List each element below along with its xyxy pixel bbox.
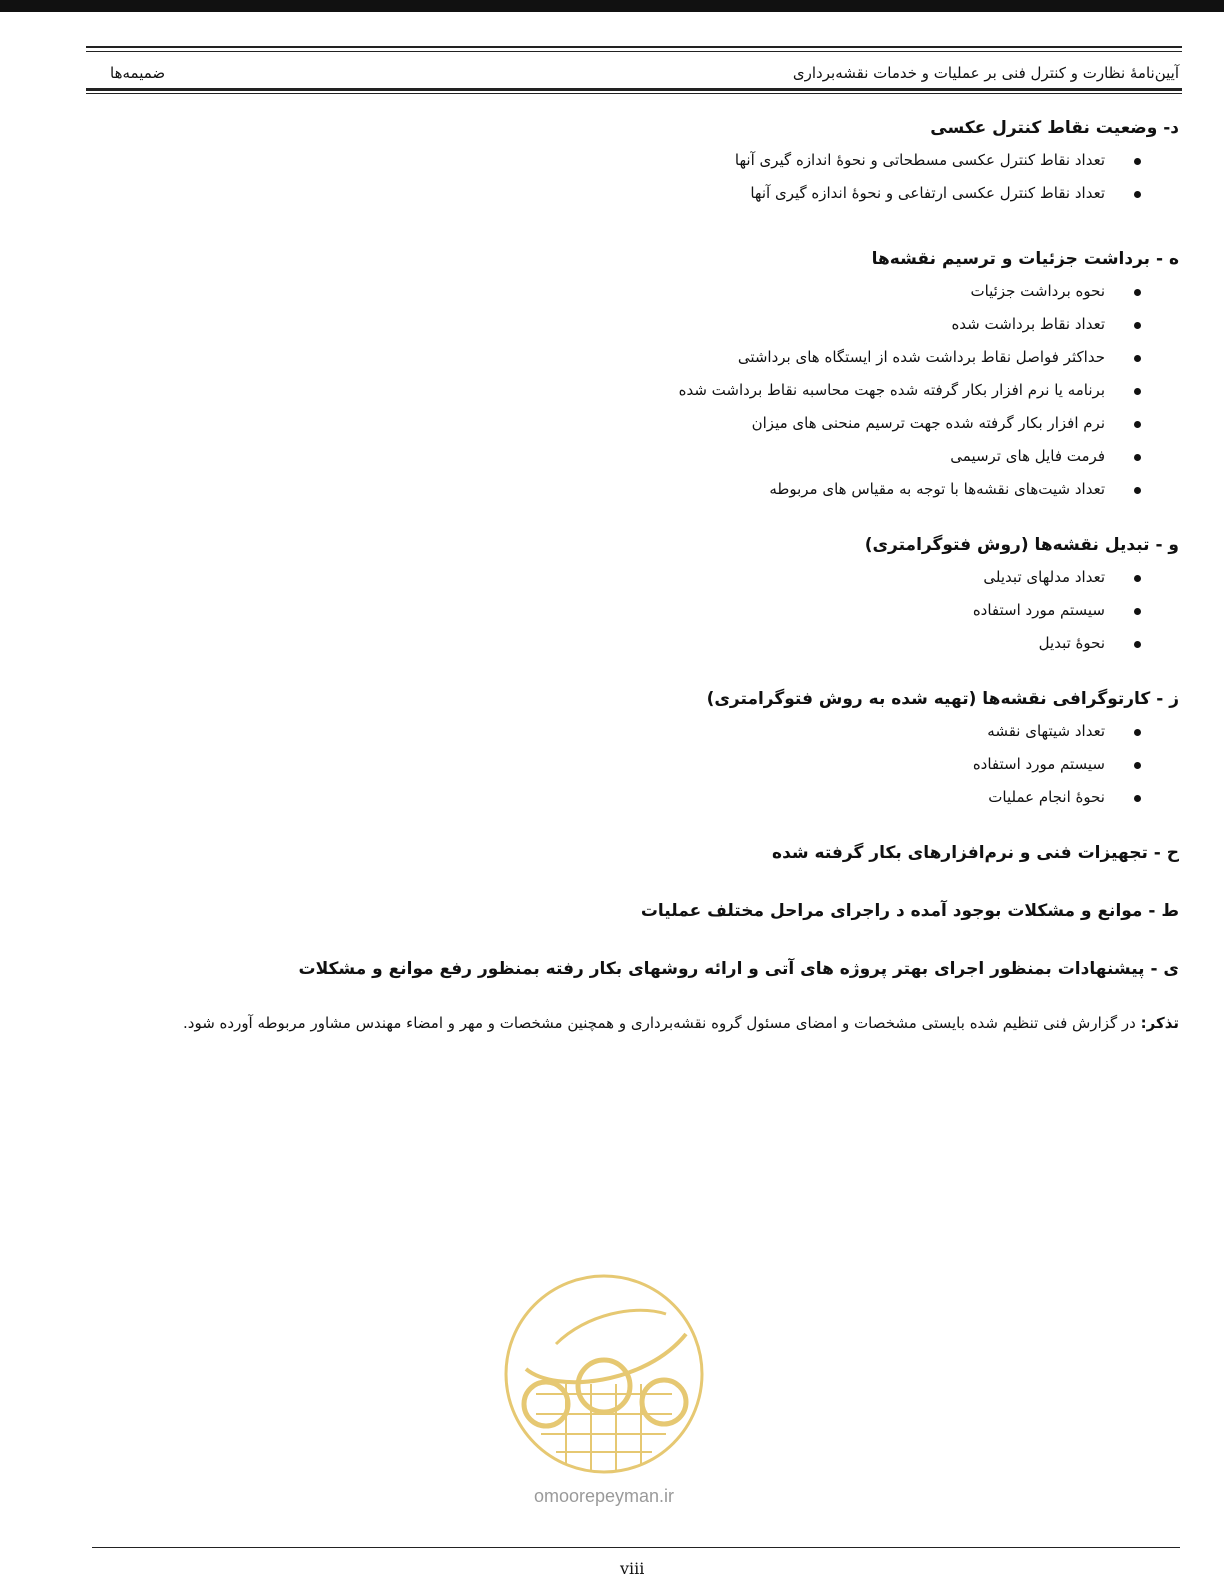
list-item: تعداد شیتهای نقشه [80, 715, 1141, 748]
page-number: viii [620, 1559, 645, 1578]
list-item: حداکثر فواصل نقاط برداشت شده از ایستگاه های برداشتی [80, 341, 1141, 374]
section-detail-survey [80, 243, 1179, 506]
section-heading: ط - موانع و مشکلات بوجود آمده د راجرای مراحل مختلف عملیات [640, 901, 1179, 921]
svg-text:omoorepeyman.ir: omoorepeyman.ir [533, 1486, 675, 1506]
section-heading: ز - کارتوگرافی نقشه‌ها (تهیه شده به روش فتوگرامتری) [706, 689, 1179, 709]
list-item: تعداد نقاط کنترل عکسی ارتفاعی و نحوهٔ اندازه گیری آنها [80, 177, 1141, 210]
header-rule-top-thin [86, 51, 1182, 52]
list-item: سیستم مورد استفاده [80, 594, 1141, 627]
list-item: فرمت فایل های ترسیمی [80, 440, 1141, 473]
section-heading: ح - تجهیزات فنی و نرم‌افزارهای بکار گرفته شده [772, 843, 1179, 863]
list-item: نرم افزار بکار گرفته شده جهت ترسیم منحنی های میزان [80, 407, 1141, 440]
watermark-logo [496, 1274, 712, 1514]
note-paragraph [80, 1009, 1179, 1037]
list-item: تعداد نقاط کنترل عکسی مسطحاتی و نحوهٔ اندازه گیری آنها [80, 144, 1141, 177]
section-cartography [80, 683, 1179, 814]
list-item: نحوه برداشت جزئیات [80, 275, 1141, 308]
section-photo-control [80, 112, 1179, 210]
bullet-list [80, 715, 1179, 814]
list-item: برنامه یا نرم افزار بکار گرفته شده جهت محاسبه نقاط برداشت شده [80, 374, 1141, 407]
note-text: در گزارش فنی تنظیم شده بایستی مشخصات و امضای مسئول گروه نقشه‌برداری و همچنین مشخصات و مهر و امضاء مهندس مشاور مربوطه آورده شود. [183, 1014, 1136, 1032]
list-item: سیستم مورد استفاده [80, 748, 1141, 781]
header-rule-top [86, 46, 1182, 48]
list-item: نحوهٔ انجام عملیات [80, 781, 1141, 814]
page-body [80, 112, 1179, 1052]
bullet-list [80, 275, 1179, 506]
section-suggestions [80, 953, 1179, 985]
header-rule-bottom-thin [86, 93, 1182, 94]
note-label: تذکر: [1140, 1014, 1179, 1032]
section-obstacles [80, 895, 1179, 927]
section-heading: ه - برداشت جزئیات و ترسیم نقشه‌ها [871, 249, 1179, 269]
list-item: نحوهٔ تبدیل [80, 627, 1141, 660]
running-header-title: آیین‌نامهٔ نظارت و کنترل فنی بر عملیات و خدمات نقشه‌برداری [792, 64, 1179, 82]
section-heading: د- وضعیت نقاط کنترل عکسی [930, 118, 1179, 138]
section-map-conversion [80, 529, 1179, 660]
section-equipment [80, 837, 1179, 869]
header-rule-bottom [86, 88, 1182, 91]
bullet-list [80, 561, 1179, 660]
watermark-emblem-icon [496, 1274, 712, 1514]
list-item: تعداد شیت‌های نقشه‌ها با توجه به مقیاس های مربوطه [80, 473, 1141, 506]
section-heading: ی - پیشنهادات بمنظور اجرای بهتر پروژه های آتی و ارائه روشهای بکار رفته بمنظور رفع موانع و مشکلات [298, 959, 1179, 979]
scan-edge [0, 0, 1224, 12]
section-heading: و - تبدیل نقشه‌ها (روش فتوگرامتری) [864, 535, 1179, 555]
footer-rule [92, 1547, 1180, 1548]
list-item: تعداد مدلهای تبدیلی [80, 561, 1141, 594]
list-item: تعداد نقاط برداشت شده [80, 308, 1141, 341]
running-header-section: ضمیمه‌ها [110, 64, 166, 82]
bullet-list [80, 144, 1179, 210]
